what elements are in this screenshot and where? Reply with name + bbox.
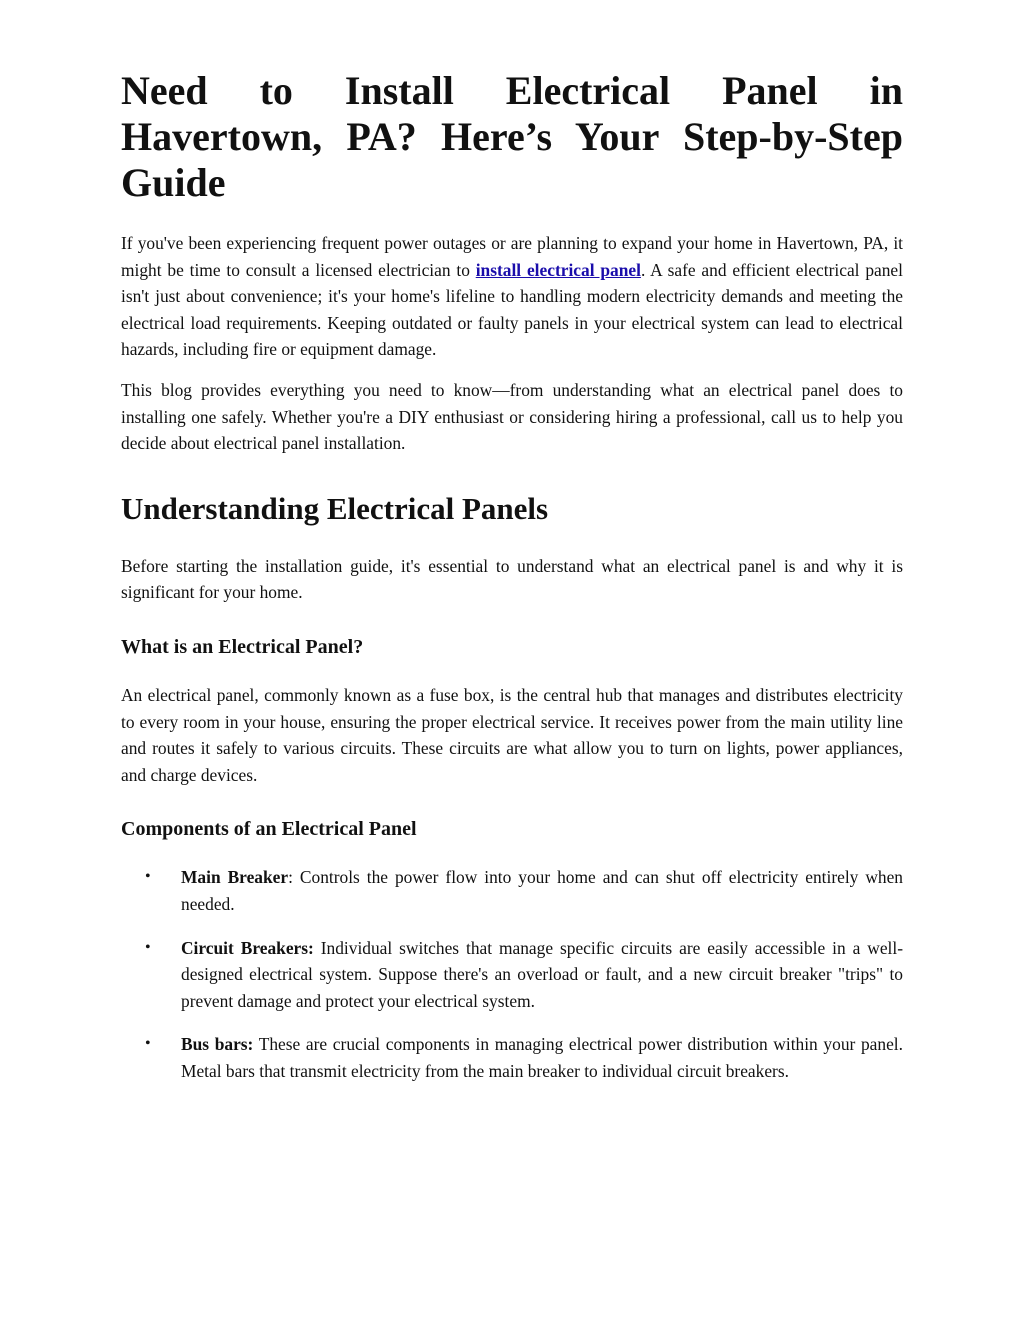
list-item [121, 1031, 903, 1084]
page-title: Need to Install Electrical Panel in Havertown, PA? Here’s Your Step-by-Step Guide [121, 68, 903, 205]
list-item-text: Individual switches that manage specific circuits are easily accessible in a well-designed electrical system. Suppose there's an overload or fault, and a new circuit breaker "trips" to prevent damage and protect your electrical system. [181, 937, 903, 1011]
intro-text-after-link: . A safe and efficient electrical panel isn't just about convenience; it's your home's lifeline to handling modern electricity demands and meeting the electrical load requirements. Keeping outdated or faulty panels in your electrical system can lead to electrical hazards, including fire or equipment damage. [121, 259, 903, 360]
list-item-text: These are crucial components in managing electrical power distribution within your panel. Metal bars that transmit electricity from the main breaker to individual circuit breakers. [181, 1034, 903, 1081]
intro-text-before-link: If you've been experiencing frequent power outages or are planning to expand your home in Havertown, PA, it might be time to consult a licensed electrician to [121, 233, 903, 280]
what-is-panel-paragraph: An electrical panel, commonly known as a fuse box, is the central hub that manages and distributes electricity to every room in your house, ensuring the proper electrical service. It receives power from the main utility line and routes it safely to various circuits. These circuits are what allow you to turn on lights, power appliances, and charge devices. [121, 684, 903, 785]
list-item-term: Main Breaker [181, 867, 289, 888]
list-item [121, 864, 903, 917]
list-item-term: Bus bars: [181, 1034, 254, 1055]
bullet-icon: • [145, 1035, 151, 1053]
subheading-what-is-panel: What is an Electrical Panel? [121, 635, 364, 658]
bullet-icon: • [145, 868, 151, 886]
understanding-paragraph: Before starting the installation guide, it's essential to understand what an electrical panel is and why it is significant for your home. [121, 555, 903, 603]
subheading-components: Components of an Electrical Panel [121, 818, 417, 841]
bullet-icon: • [145, 938, 151, 956]
intro-paragraph [121, 230, 903, 363]
components-list [121, 864, 903, 1084]
blog-paragraph: This blog provides everything you need to know—from understanding what an electrical panel does to installing one safely. Whether you're a DIY enthusiast or considering hiring a professional, call us to help you decide about electrical panel installation. [121, 379, 903, 454]
list-item-term: Circuit Breakers: [181, 937, 314, 958]
install-electrical-panel-link[interactable]: install electrical panel [475, 259, 641, 280]
list-item-text: : Controls the power flow into your home and can shut off electricity entirely when needed. [181, 867, 903, 914]
list-item [121, 935, 903, 1015]
section-heading-understanding: Understanding Electrical Panels [121, 490, 549, 526]
